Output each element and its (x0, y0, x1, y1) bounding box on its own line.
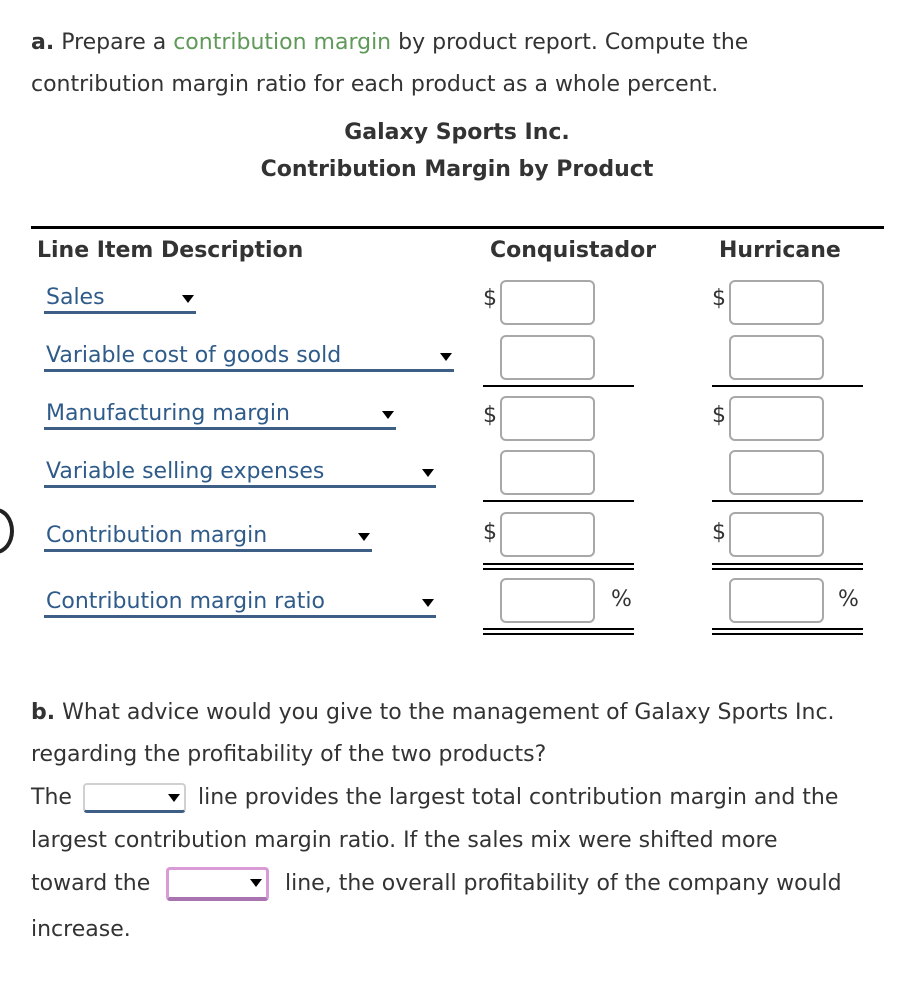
part-b-s3-after: line, the overall profitability of the company would (285, 871, 842, 896)
sales-hurricane-input[interactable] (729, 280, 824, 325)
total-double-rule (483, 568, 634, 570)
dollar-sign: $ (483, 286, 497, 311)
row-cm-ratio-select[interactable] (44, 588, 436, 618)
dollar-sign: $ (483, 403, 497, 428)
row-cm-ratio-label: Contribution margin ratio (46, 589, 325, 614)
chevron-down-icon (182, 295, 194, 303)
dollar-sign: $ (712, 520, 726, 545)
subtotal-rule (483, 500, 634, 502)
chevron-down-icon (422, 599, 434, 607)
row-contribution-margin-label: Contribution margin (46, 523, 268, 548)
chevron-down-icon (168, 794, 180, 802)
row-manufacturing-margin-select[interactable] (44, 400, 396, 430)
row-contribution-margin-select[interactable] (44, 522, 372, 552)
manufacturing-margin-hurricane-input[interactable] (729, 396, 824, 441)
part-a-label: a. (31, 30, 55, 55)
contribution-margin-link[interactable]: contribution margin (173, 30, 392, 55)
percent-sign: % (838, 587, 859, 612)
chevron-down-icon (422, 469, 434, 477)
chevron-down-icon (358, 533, 370, 541)
part-b-s4: increase. (31, 917, 131, 942)
best-product-select-1[interactable] (83, 783, 186, 813)
manufacturing-margin-conquistador-input[interactable] (500, 396, 595, 441)
part-b-s3-before: toward the (31, 871, 151, 896)
row-variable-cogs-label: Variable cost of goods sold (46, 343, 342, 368)
col-header-conquistador: Conquistador (490, 238, 657, 263)
contribution-margin-hurricane-input[interactable] (729, 512, 824, 557)
row-variable-cogs-select[interactable] (44, 342, 454, 372)
variable-cogs-conquistador-input[interactable] (500, 335, 595, 380)
part-a-text-before: Prepare a (61, 30, 167, 55)
total-double-rule (483, 563, 634, 565)
variable-selling-conquistador-input[interactable] (500, 450, 595, 495)
contribution-margin-conquistador-input[interactable] (500, 512, 595, 557)
total-double-rule (712, 633, 863, 635)
row-variable-selling-label: Variable selling expenses (46, 459, 325, 484)
total-double-rule (712, 563, 863, 565)
row-variable-selling-select[interactable] (44, 458, 436, 488)
report-title: Contribution Margin by Product (260, 157, 654, 182)
company-name: Galaxy Sports Inc. (344, 120, 570, 145)
total-double-rule (712, 628, 863, 630)
part-a-text-after: by product report. Compute the (398, 30, 749, 55)
subtotal-rule (712, 500, 863, 502)
edge-circle-icon (0, 508, 14, 554)
sales-conquistador-input[interactable] (500, 280, 595, 325)
part-b-question-1: What advice would you give to the management of Galaxy Sports Inc. (62, 700, 835, 725)
cm-ratio-conquistador-input[interactable] (500, 578, 595, 623)
col-header-hurricane: Hurricane (719, 238, 841, 263)
variable-cogs-hurricane-input[interactable] (729, 335, 824, 380)
part-b-s1-after: line provides the largest total contribution margin and the (198, 785, 839, 810)
part-a-line2: contribution margin ratio for each product as a whole percent. (31, 72, 719, 97)
row-sales-select[interactable] (44, 284, 196, 314)
chevron-down-icon (440, 353, 452, 361)
part-a-line1 (31, 30, 748, 56)
part-b-s1-before: The (31, 785, 72, 810)
row-sales-label: Sales (46, 285, 105, 310)
part-b-line1 (31, 700, 835, 726)
total-double-rule (483, 628, 634, 630)
part-b-question-2: regarding the profitability of the two products? (31, 742, 547, 767)
dollar-sign: $ (712, 403, 726, 428)
total-double-rule (712, 568, 863, 570)
variable-selling-hurricane-input[interactable] (729, 450, 824, 495)
col-header-description: Line Item Description (37, 238, 304, 263)
header-rule (31, 226, 884, 229)
part-b-s2: largest contribution margin ratio. If the sales mix were shifted more (31, 828, 778, 853)
percent-sign: % (611, 587, 632, 612)
subtotal-rule (483, 385, 634, 387)
subtotal-rule (712, 385, 863, 387)
dollar-sign: $ (712, 286, 726, 311)
cm-ratio-hurricane-input[interactable] (729, 578, 824, 623)
total-double-rule (483, 633, 634, 635)
chevron-down-icon (250, 879, 262, 887)
row-manufacturing-margin-label: Manufacturing margin (46, 401, 290, 426)
part-b-label: b. (31, 700, 56, 725)
dollar-sign: $ (483, 520, 497, 545)
chevron-down-icon (382, 411, 394, 419)
best-product-select-2[interactable] (166, 867, 269, 901)
